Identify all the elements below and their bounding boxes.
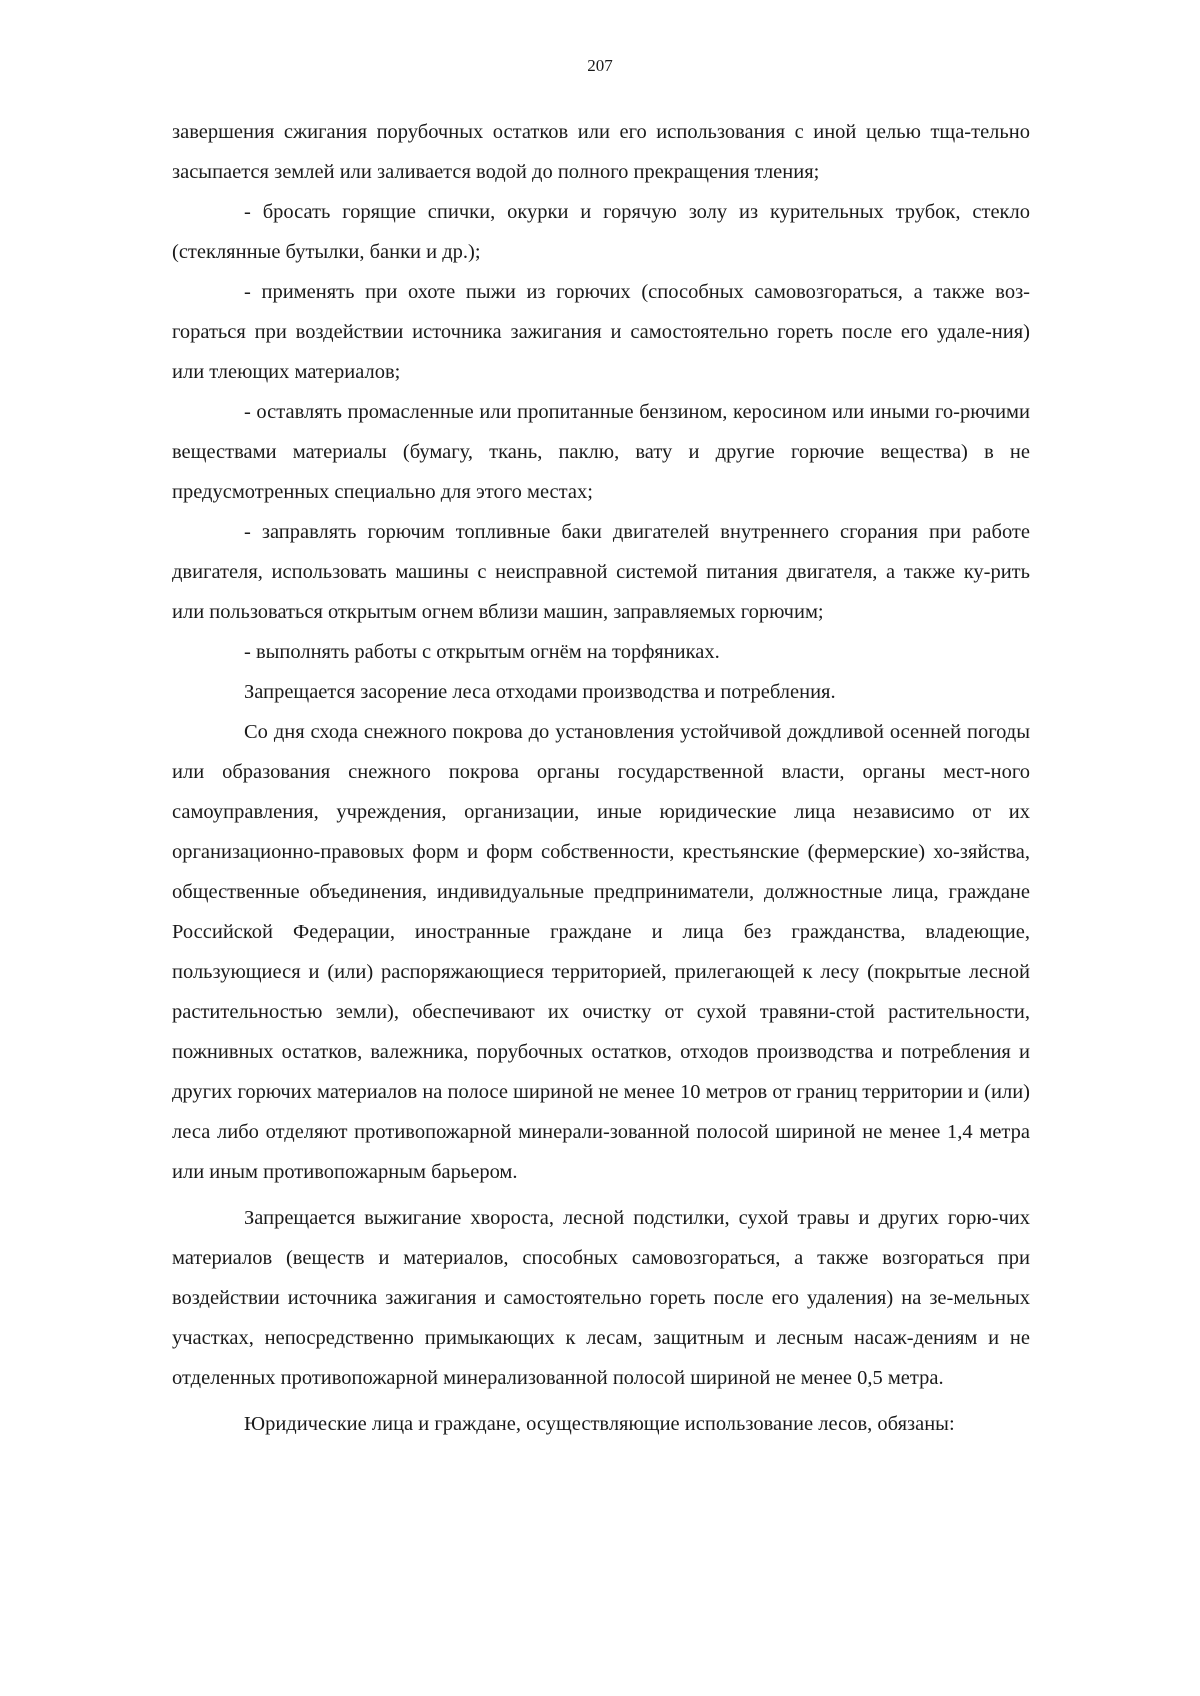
paragraph-obligations-intro: Юридические лица и граждане, осуществляющие использование лесов, обязаны:	[244, 1413, 955, 1435]
list-item-wads: - применять при охоте пыжи из горючих (способных самовозгораться, а также воз-гораться при воздействии источника зажигания и самостоятельно гореть после его удале-ния) или тлеющих материалов;	[172, 281, 1030, 383]
document-body	[172, 112, 1030, 1444]
list-item-matches: - бросать горящие спички, окурки и горячую золу из курительных трубок, стекло (стеклянные бутылки, банки и др.);	[172, 201, 1030, 263]
paragraph-clearing-duty: Со дня схода снежного покрова до установления устойчивой дождливой осенней погоды или образования снежного покрова органы государственной власти, органы мест-ного самоуправления, учреждения, организации, иные юридические лица независимо от их организационно-правовых форм и форм собственности, крестьянские (фермерские) хо-зяйства, общественные объединения, индивидуальные предприниматели, должностные лица, граждане Российской Федерации, иностранные граждане и лица без гражданства, владеющие, пользующиеся и (или) распоряжающиеся территорией, прилегающей к лесу (покрытые лесной растительностью земли), обеспечивают их очистку от сухой травяни-стой растительности, пожнивных остатков, валежника, порубочных остатков, отходов производства и потребления и других горючих материалов на полосе шириной не менее 10 метров от границ территории и (или) леса либо отделяют противопожарной минерали-зованной полосой шириной не менее 1,4 метра или иным противопожарным барьером.	[172, 721, 1030, 1183]
paragraph-fire-extinguish: завершения сжигания порубочных остатков или его использования с иной целью тща-тельно засыпается землей или заливается водой до полного прекращения тления;	[172, 121, 1030, 183]
list-item-oiled-materials: - оставлять промасленные или пропитанные бензином, керосином или иными го-рючими веществами материалы (бумагу, ткань, паклю, вату и другие горючие вещества) в не предусмотренных специально для этого местах;	[172, 401, 1030, 503]
page-number: 207	[587, 56, 613, 75]
paragraph-littering-ban: Запрещается засорение леса отходами производства и потребления.	[244, 681, 836, 703]
paragraph-burning-ban: Запрещается выжигание хвороста, лесной подстилки, сухой травы и других горю-чих материалов (веществ и материалов, способных самовозгораться, а также возгораться при воздействии источника зажигания и самостоятельно гореть после его удаления) на зе-мельных участках, непосредственно примыкающих к лесам, защитным и лесным насаж-дениям и не отделенных противопожарной минерализованной полосой шириной не менее 0,5 метра.	[172, 1207, 1030, 1389]
list-item-peat-fire: - выполнять работы с открытым огнём на торфяниках.	[244, 641, 720, 663]
list-item-refueling: - заправлять горючим топливные баки двигателей внутреннего сгорания при работе двигателя, использовать машины с неисправной системой питания двигателя, а также ку-рить или пользоваться открытым огнем вблизи машин, заправляемых горючим;	[172, 521, 1030, 623]
